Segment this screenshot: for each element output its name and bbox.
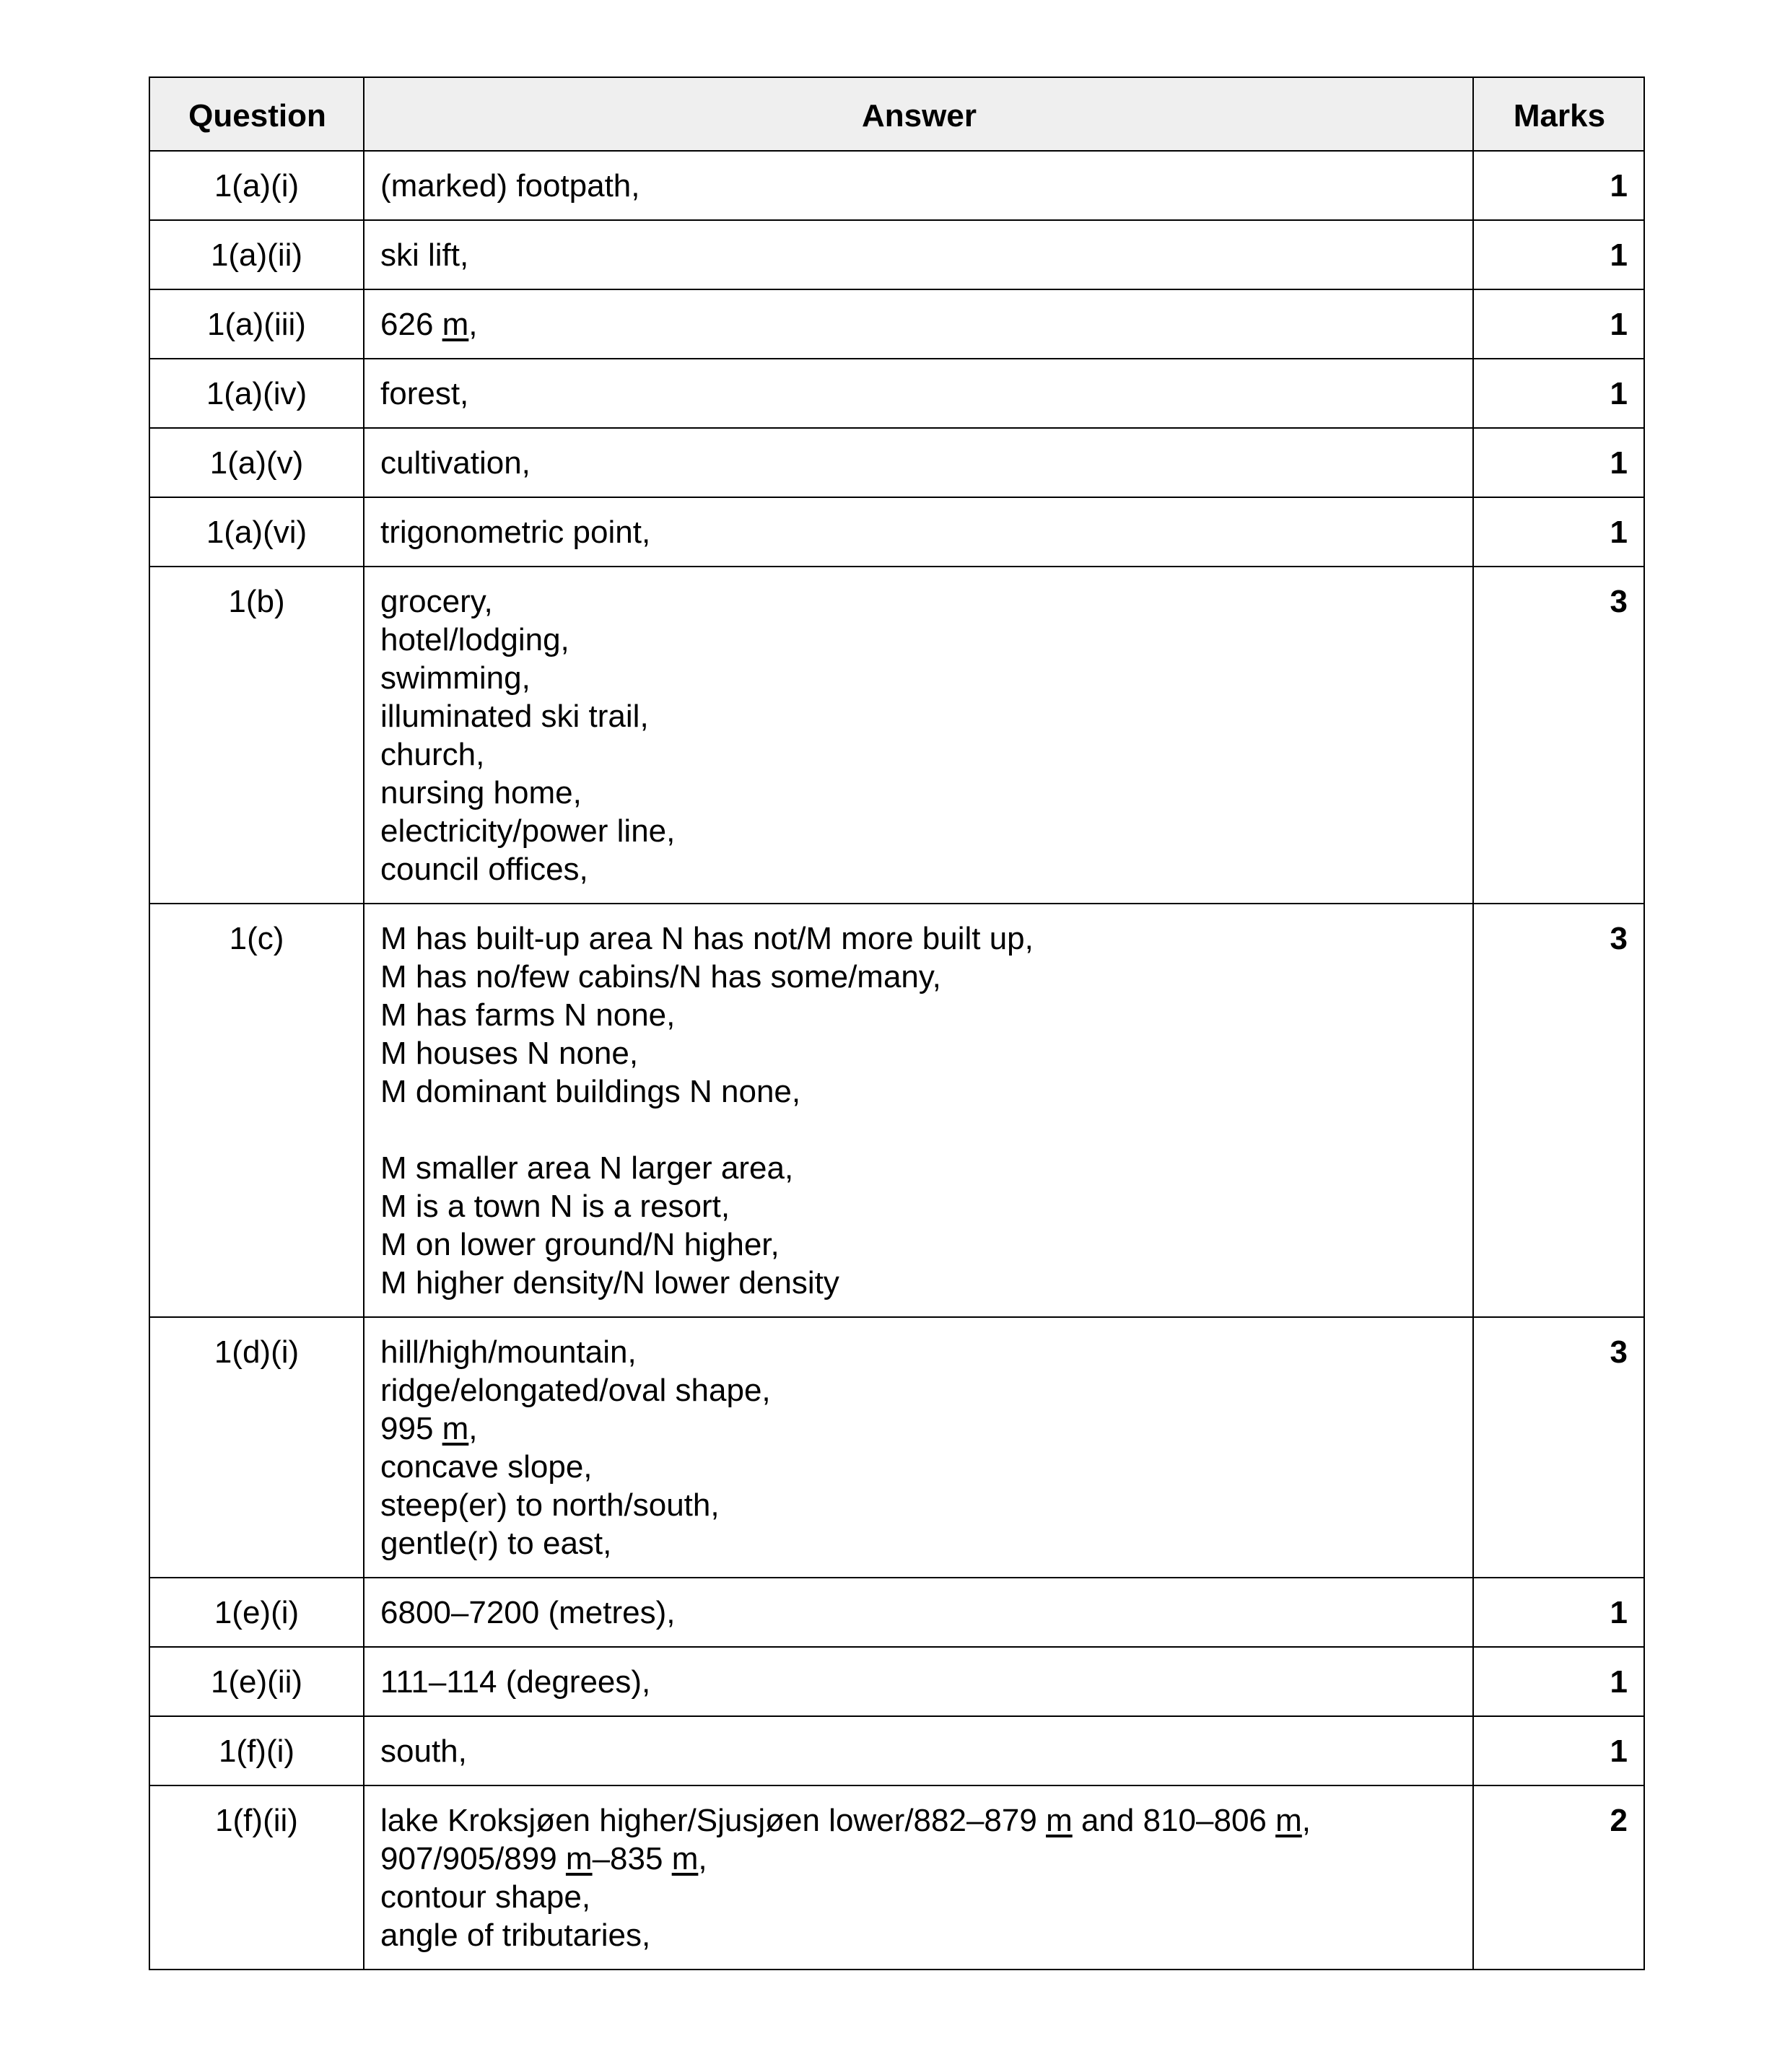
- question-number: 1(a)(ii): [149, 220, 364, 289]
- answer-line: [380, 1878, 1458, 1916]
- answer-text: ski lift,: [380, 237, 469, 273]
- answer-text: hotel/lodging,: [380, 622, 569, 657]
- answer-text: hill/high/mountain,: [380, 1334, 637, 1370]
- answer-line: [380, 919, 1458, 958]
- mark-scheme-table: [149, 77, 1645, 1970]
- answer-text: 626: [380, 307, 442, 342]
- question-number: 1(f)(ii): [149, 1785, 364, 1970]
- answer-text: ridge/elongated/oval shape,: [380, 1373, 771, 1408]
- answer-line: [380, 236, 1458, 274]
- answer-line: [380, 1371, 1458, 1409]
- answer-text: M smaller area N larger area,: [380, 1150, 794, 1186]
- table-row: [149, 1785, 1644, 1970]
- unit-underlined: m: [1275, 1803, 1302, 1838]
- answer-cell: [364, 567, 1473, 904]
- answer-line: [380, 1111, 1458, 1149]
- answer-line: [380, 1149, 1458, 1187]
- unit-underlined: m: [442, 307, 469, 342]
- table-body: [149, 151, 1644, 1970]
- question-number: 1(a)(vi): [149, 497, 364, 567]
- table-row: [149, 497, 1644, 567]
- answer-line: [380, 659, 1458, 697]
- answer-cell: [364, 904, 1473, 1317]
- table-row: [149, 289, 1644, 359]
- answer-line: [380, 1333, 1458, 1371]
- answer-text: ,: [468, 307, 478, 342]
- answer-line: [380, 1409, 1458, 1448]
- answer-line: [380, 1187, 1458, 1225]
- answer-cell: [364, 359, 1473, 428]
- table-row: [149, 1647, 1644, 1716]
- answer-text: steep(er) to north/south,: [380, 1487, 720, 1523]
- marks-value: 3: [1473, 904, 1644, 1317]
- answer-text: 6800–7200 (metres),: [380, 1595, 676, 1630]
- answer-cell: [364, 151, 1473, 220]
- answer-text: M has no/few cabins/N has some/many,: [380, 959, 941, 995]
- unit-underlined: m: [442, 1411, 469, 1446]
- table-row: [149, 428, 1644, 497]
- answer-line: [380, 375, 1458, 413]
- question-number: 1(e)(i): [149, 1578, 364, 1647]
- answer-text: ,: [698, 1841, 707, 1876]
- answer-text: M higher density/N lower density: [380, 1265, 839, 1301]
- marks-value: 3: [1473, 1317, 1644, 1578]
- answer-text: –835: [592, 1841, 672, 1876]
- marks-value: 1: [1473, 497, 1644, 567]
- marks-value: 1: [1473, 220, 1644, 289]
- answer-text: grocery,: [380, 584, 493, 619]
- answer-line: [380, 1663, 1458, 1701]
- answer-text: nursing home,: [380, 775, 582, 810]
- answer-text: M is a town N is a resort,: [380, 1189, 730, 1224]
- answer-cell: [364, 1716, 1473, 1785]
- answer-line: [380, 774, 1458, 812]
- answer-line: [380, 1072, 1458, 1111]
- answer-text: angle of tributaries,: [380, 1918, 651, 1953]
- header-question: Question: [149, 77, 364, 151]
- marks-value: 2: [1473, 1785, 1644, 1970]
- table-row: [149, 1578, 1644, 1647]
- table-row: [149, 904, 1644, 1317]
- table-row: [149, 567, 1644, 904]
- answer-line: [380, 167, 1458, 205]
- answer-line: [380, 1916, 1458, 1954]
- answer-line: [380, 812, 1458, 850]
- header-answer: Answer: [364, 77, 1473, 151]
- answer-line: [380, 1732, 1458, 1770]
- question-number: 1(e)(ii): [149, 1647, 364, 1716]
- answer-text: M dominant buildings N none,: [380, 1074, 801, 1109]
- unit-underlined: m: [671, 1841, 699, 1876]
- answer-text: swimming,: [380, 660, 531, 696]
- answer-text: 907/905/899: [380, 1841, 566, 1876]
- answer-line: [380, 1594, 1458, 1632]
- answer-line: [380, 444, 1458, 482]
- answer-cell: [364, 289, 1473, 359]
- answer-line: [380, 958, 1458, 996]
- table-row: [149, 1317, 1644, 1578]
- answer-text: ,: [1301, 1803, 1311, 1838]
- marks-value: 1: [1473, 359, 1644, 428]
- answer-text: gentle(r) to east,: [380, 1526, 612, 1561]
- question-number: 1(a)(iv): [149, 359, 364, 428]
- answer-text: and 810–806: [1072, 1803, 1276, 1838]
- answer-line: [380, 1225, 1458, 1264]
- unit-underlined: m: [1046, 1803, 1073, 1838]
- answer-line: [380, 1264, 1458, 1302]
- answer-line: [380, 735, 1458, 774]
- question-number: 1(a)(v): [149, 428, 364, 497]
- answer-line: [380, 1486, 1458, 1524]
- marks-value: 1: [1473, 1578, 1644, 1647]
- answer-text: 111–114 (degrees),: [380, 1664, 651, 1700]
- answer-cell: [364, 1647, 1473, 1716]
- question-number: 1(f)(i): [149, 1716, 364, 1785]
- answer-line: [380, 1801, 1458, 1840]
- answer-text: contour shape,: [380, 1879, 591, 1915]
- answer-text: M has built-up area N has not/M more built up,: [380, 921, 1034, 956]
- answer-cell: [364, 220, 1473, 289]
- question-number: 1(a)(i): [149, 151, 364, 220]
- answer-cell: [364, 497, 1473, 567]
- table-row: [149, 220, 1644, 289]
- answer-text: forest,: [380, 376, 469, 411]
- answer-text: M on lower ground/N higher,: [380, 1227, 780, 1262]
- marks-value: 1: [1473, 1647, 1644, 1716]
- answer-text: ,: [468, 1411, 478, 1446]
- table-row: [149, 1716, 1644, 1785]
- marks-value: 1: [1473, 428, 1644, 497]
- question-number: 1(a)(iii): [149, 289, 364, 359]
- question-number: 1(b): [149, 567, 364, 904]
- answer-line: [380, 621, 1458, 659]
- answer-line: [380, 697, 1458, 735]
- answer-line: [380, 850, 1458, 888]
- answer-line: [380, 1448, 1458, 1486]
- answer-line: [380, 996, 1458, 1034]
- answer-text: lake Kroksjøen higher/Sjusjøen lower/882–879: [380, 1803, 1047, 1838]
- answer-line: [380, 1524, 1458, 1562]
- answer-text: electricity/power line,: [380, 813, 676, 849]
- marks-value: 3: [1473, 567, 1644, 904]
- table-header: [149, 77, 1644, 151]
- answer-line: [380, 1840, 1458, 1878]
- answer-line: [380, 305, 1458, 344]
- answer-text: M has farms N none,: [380, 997, 676, 1033]
- answer-text: (marked) footpath,: [380, 168, 640, 204]
- question-number: 1(c): [149, 904, 364, 1317]
- answer-text: cultivation,: [380, 445, 531, 481]
- table-row: [149, 359, 1644, 428]
- answer-text: church,: [380, 737, 485, 772]
- answer-text: 995: [380, 1411, 442, 1446]
- header-row: [149, 77, 1644, 151]
- header-marks: Marks: [1473, 77, 1644, 151]
- question-number: 1(d)(i): [149, 1317, 364, 1578]
- answer-cell: [364, 1785, 1473, 1970]
- answer-text: concave slope,: [380, 1449, 593, 1485]
- answer-text: illuminated ski trail,: [380, 699, 649, 734]
- answer-cell: [364, 1317, 1473, 1578]
- answer-text: trigonometric point,: [380, 515, 651, 550]
- answer-text: M houses N none,: [380, 1036, 639, 1071]
- answer-cell: [364, 428, 1473, 497]
- answer-line: [380, 1034, 1458, 1072]
- answer-text: council offices,: [380, 852, 588, 887]
- answer-text: south,: [380, 1734, 467, 1769]
- table-row: [149, 151, 1644, 220]
- marks-value: 1: [1473, 151, 1644, 220]
- answer-cell: [364, 1578, 1473, 1647]
- answer-line: [380, 513, 1458, 551]
- unit-underlined: m: [565, 1841, 593, 1876]
- marks-value: 1: [1473, 1716, 1644, 1785]
- answer-line: [380, 582, 1458, 621]
- marks-value: 1: [1473, 289, 1644, 359]
